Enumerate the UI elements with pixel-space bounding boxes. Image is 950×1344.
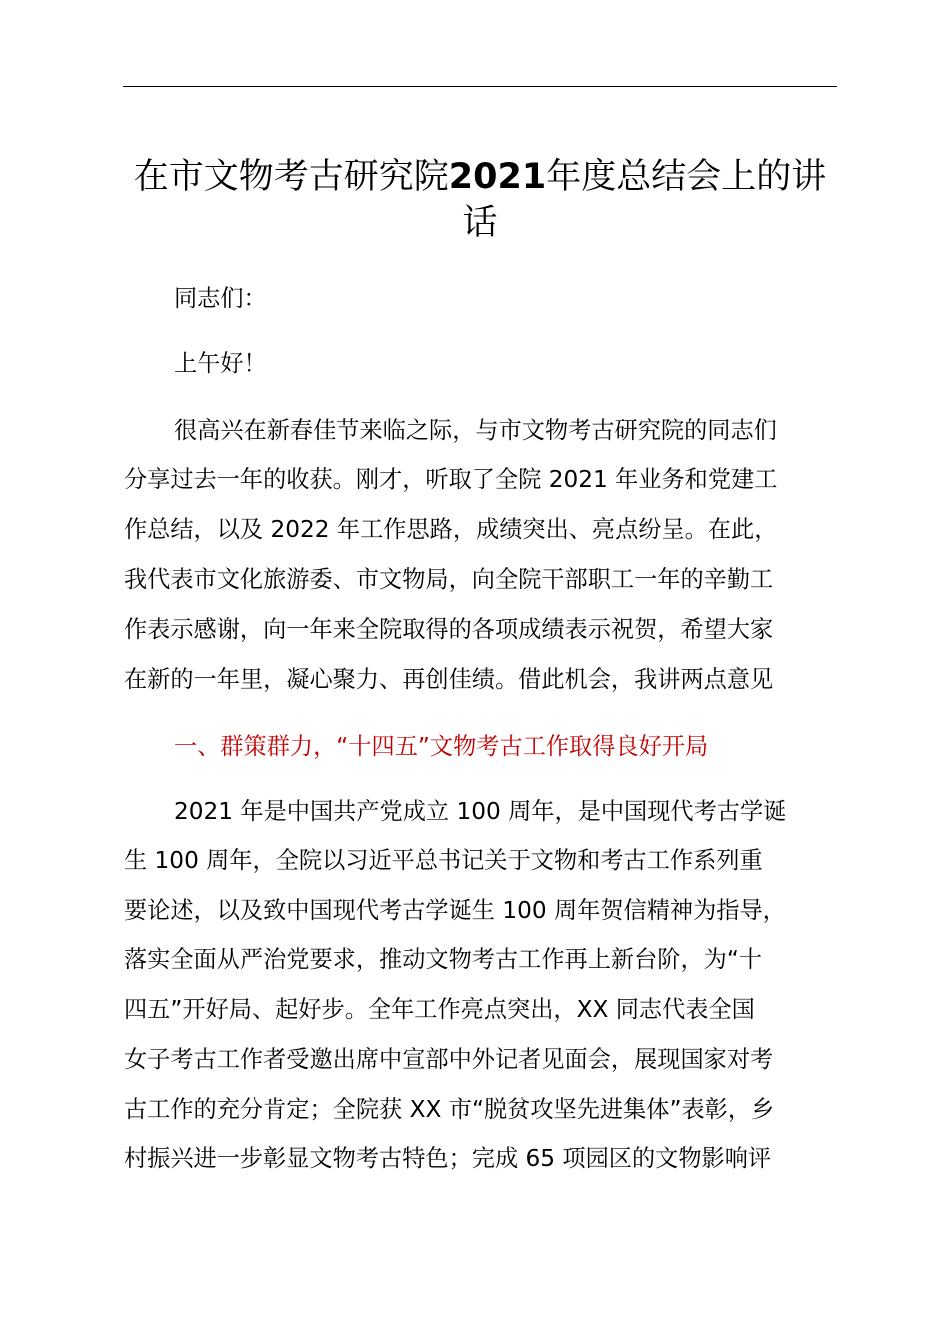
document-title-continued: 话 [462,203,498,243]
paragraph1-line: 作表示感谢，向一年来全院取得的各项成绩表示祝贺，希望大家 [124,616,774,643]
paragraph1-line: 很高兴在新春佳节来临之际，与市文物考古研究院的同志们 [174,417,777,444]
title-part-a: 在市文物考古研究院 [133,157,449,197]
paragraph2-line: 生 100 周年，全院以习近平总书记关于文物和考古工作系列重 [124,847,763,874]
paragraph2-line: 落实全面从严治党要求，推动文物考古工作再上新台阶，为“十 [124,946,763,973]
section-heading: 一、群策群力，“十四五”文物考古工作取得良好开局 [174,733,709,760]
paragraph2-line: 古工作的充分肯定；全院获 XX 市“脱贫攻坚先进集体”表彰，乡 [124,1096,775,1123]
paragraph2-line: 要论述，以及致中国现代考古学诞生 100 周年贺信精神为指导， [124,897,786,924]
greeting: 上午好！ [174,350,267,377]
paragraph1-line: 在新的一年里，凝心聚力、再创佳绩。借此机会，我讲两点意见 [124,666,774,693]
paragraph1-line: 分享过去一年的收获。刚才，听取了全院 2021 年业务和党建工 [124,466,778,493]
paragraph1-line: 我代表市文化旅游委、市文物局，向全院干部职工一年的辛勤工 [124,566,774,593]
salutation: 同志们： [174,285,267,312]
document-title [110,152,850,202]
title-year: 2021 [448,157,547,197]
title-part-c: 年度总结会上的讲 [546,157,827,197]
header-rule [123,86,837,87]
paragraph2-line: 村振兴进一步彰显文物考古特色；完成 65 项园区的文物影响评 [124,1145,772,1172]
paragraph2-line: 女子考古工作者受邀出席中宣部中外记者见面会，展现国家对考 [124,1046,774,1073]
paragraph2-line: 四五”开好局、起好步。全年工作亮点突出，XX 同志代表全国 [124,996,755,1023]
paragraph2-line: 2021 年是中国共产党成立 100 周年，是中国现代考古学诞 [174,798,787,825]
paragraph1-line: 作总结，以及 2022 年工作思路，成绩突出、亮点纷呈。在此， [124,516,778,543]
